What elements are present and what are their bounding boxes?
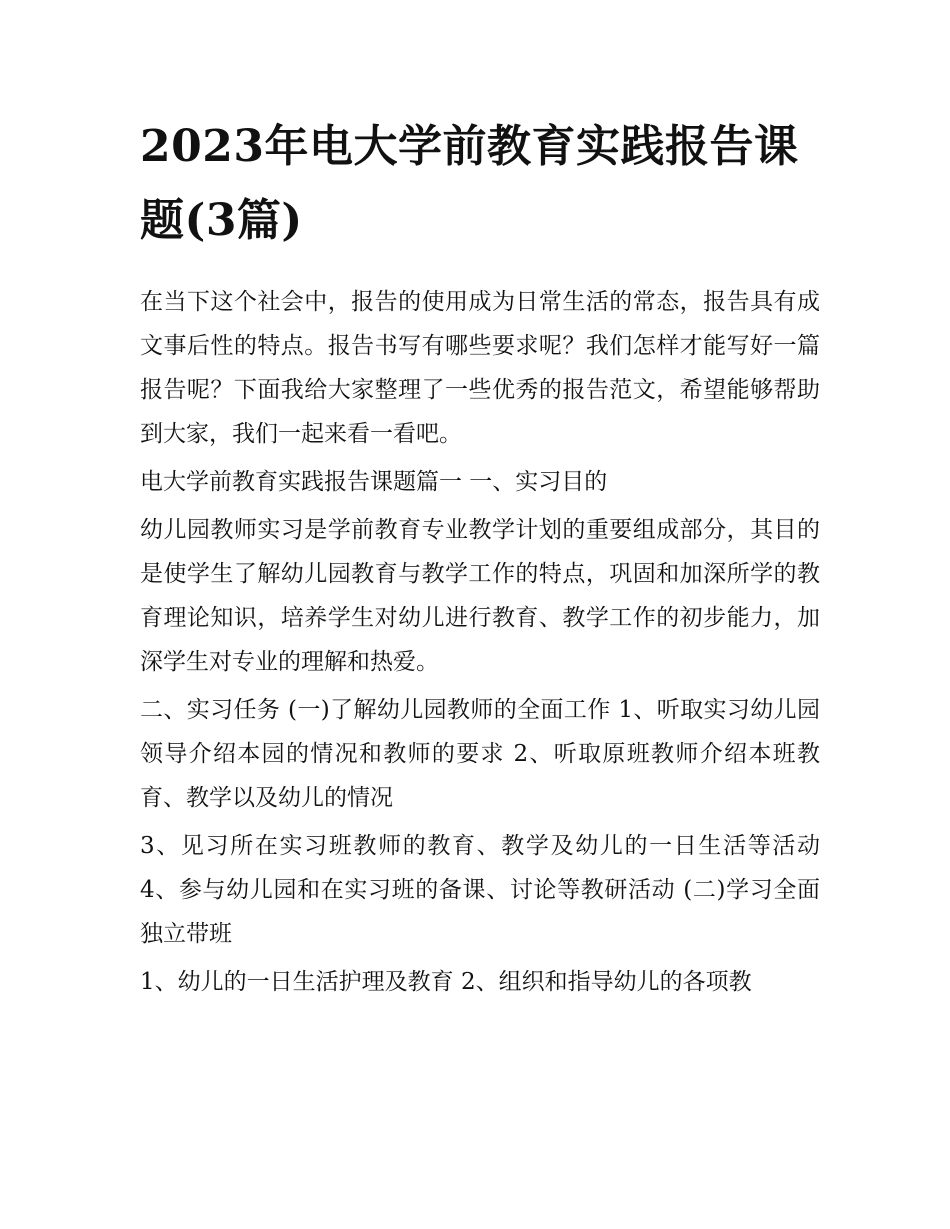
internship-tasks-paragraph: 二、实习任务 (一)了解幼儿园教师的全面工作 1、听取实习幼儿园领导介绍本园的情况和教师的要求 2、听取原班教师介绍本班教育、教学以及幼儿的情况	[140, 697, 820, 811]
observation-tasks-paragraph: 3、见习所在实习班教师的教育、教学及幼儿的一日生活等活动 4、参与幼儿园和在实习班的备课、讨论等教研活动 (二)学习全面独立带班	[140, 833, 820, 947]
internship-purpose-paragraph: 幼儿园教师实习是学前教育专业教学计划的重要组成部分，其目的是使学生了解幼儿园教育与教学工作的特点，巩固和加深所学的教育理论知识，培养学生对幼儿进行教育、教学工作的初步能力，加深学生对专业的理解和热爱。	[140, 517, 820, 675]
class-leading-paragraph: 1、幼儿的一日生活护理及教育 2、组织和指导幼儿的各项教	[140, 969, 752, 995]
document-page	[140, 110, 820, 1004]
intro-paragraph: 在当下这个社会中，报告的使用成为日常生活的常态，报告具有成文事后性的特点。报告书写有哪些要求呢？我们怎样才能写好一篇报告呢？下面我给大家整理了一些优秀的报告范文，希望能够帮助到大家，我们一起来看一看吧。	[140, 289, 820, 447]
section-heading-paragraph: 电大学前教育实践报告课题篇一 一、实习目的	[140, 469, 608, 495]
document-title: 2023年电大学前教育实践报告课题(3篇)	[140, 121, 799, 246]
